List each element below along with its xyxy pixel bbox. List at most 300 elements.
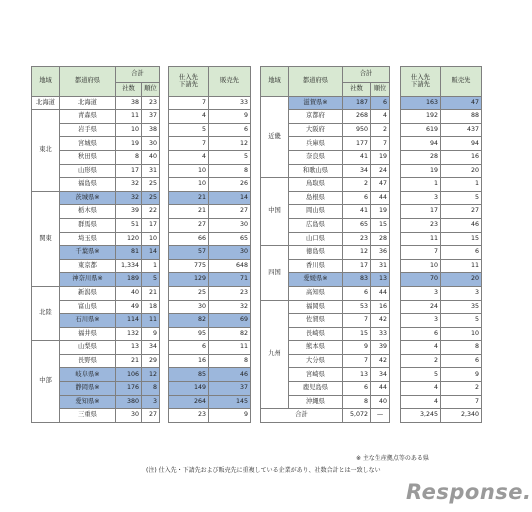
rank-cell: 24 [371,164,390,178]
sales-cell: 8 [209,354,251,368]
prefecture-cell: 佐賀県 [289,314,343,328]
supplier-cell: 30 [169,300,209,314]
table-row [32,191,251,205]
count-cell: 32 [116,191,142,205]
supplier-cell: 95 [169,327,209,341]
count-cell: 53 [343,300,371,314]
prefecture-cell: 山形県 [60,164,116,178]
rank-cell: 15 [371,218,390,232]
prefecture-cell: 神奈川県※ [60,273,116,287]
column-gap [390,137,401,151]
table-row [32,164,251,178]
column-gap [390,96,401,110]
count-cell: 83 [343,273,371,287]
rank-cell: 42 [371,314,390,328]
rank-cell: 39 [371,341,390,355]
column-gap [390,382,401,396]
prefecture-cell: 長野県 [60,354,116,368]
rank-cell: 40 [371,395,390,409]
sales-cell: 46 [441,218,482,232]
column-gap [390,164,401,178]
table-row [261,123,482,137]
prefecture-cell: 大阪府 [289,123,343,137]
table-row [32,123,251,137]
sales-cell: 8 [209,164,251,178]
supplier-cell: 24 [401,300,441,314]
sales-cell: 12 [209,137,251,151]
column-gap [160,218,169,232]
count-cell: 268 [343,110,371,124]
table-row [261,354,482,368]
column-gap [160,246,169,260]
sales-cell: 32 [209,300,251,314]
count-cell: 6 [343,286,371,300]
rank-cell: 9 [142,327,160,341]
prefecture-cell: 奈良県 [289,150,343,164]
prefecture-cell: 栃木県 [60,205,116,219]
table-row [32,232,251,246]
supplier-cell: 6 [169,341,209,355]
rank-cell: 2 [371,123,390,137]
header-region: 地域 [32,67,60,97]
region-cell: 関東 [32,191,60,286]
sales-cell: 65 [209,232,251,246]
rank-cell: 31 [142,164,160,178]
table-row [261,191,482,205]
count-cell: 17 [116,164,142,178]
count-cell: 7 [343,354,371,368]
count-cell: 21 [116,354,142,368]
prefecture-cell: 鹿児島県 [289,382,343,396]
table-row [32,110,251,124]
table-row [32,327,251,341]
supplier-cell: 19 [401,164,441,178]
prefecture-cell: 高知県 [289,286,343,300]
column-gap [390,150,401,164]
supplier-cell: 10 [169,178,209,192]
column-gap [390,232,401,246]
prefecture-cell: 大分県 [289,354,343,368]
table-row [32,341,251,355]
rank-cell: 17 [142,218,160,232]
prefecture-cell: 福島県 [60,178,116,192]
table-row [261,368,482,382]
count-cell: 81 [116,246,142,260]
header-rank: 順位 [371,83,390,97]
supplier-cell: 23 [169,409,209,423]
column-gap [390,110,401,124]
region-cell: 北海道 [32,96,60,110]
rank-cell: 34 [371,368,390,382]
header-total: 合計 [116,67,160,83]
table-row [32,382,251,396]
table-row [261,273,482,287]
count-cell: 32 [116,178,142,192]
prefecture-cell: 宮崎県 [289,368,343,382]
rank-cell: 23 [142,96,160,110]
supplier-cell: 264 [169,395,209,409]
table-row [261,382,482,396]
sales-cell: 145 [209,395,251,409]
table-row [261,164,482,178]
region-cell: 近畿 [261,96,289,178]
sales-cell: 7 [441,395,482,409]
prefecture-cell: 山梨県 [60,341,116,355]
rank-cell: 44 [371,191,390,205]
supplier-cell: 11 [401,232,441,246]
column-gap [390,368,401,382]
column-gap [160,273,169,287]
column-gap [160,137,169,151]
supplier-cell: 17 [401,205,441,219]
header-rank: 順位 [142,83,160,97]
rank-cell: 22 [142,205,160,219]
prefecture-cell: 和歌山県 [289,164,343,178]
table-row [32,137,251,151]
sales-cell: 5 [441,314,482,328]
supplier-cell: 21 [169,205,209,219]
rank-cell: 37 [142,110,160,124]
column-gap [390,123,401,137]
prefecture-cell: 山口県 [289,232,343,246]
table-row [32,314,251,328]
sales-cell: 30 [209,218,251,232]
rank-cell: 30 [142,137,160,151]
prefecture-cell: 青森県 [60,110,116,124]
region-cell: 四国 [261,246,289,300]
supplier-cell: 3 [401,286,441,300]
table-row [261,110,482,124]
sales-cell: 23 [209,286,251,300]
note-production-base: ※ 主な生産拠点等のある県 [356,455,429,462]
table-row [261,314,482,328]
column-gap [160,191,169,205]
supplier-cell: 4 [169,150,209,164]
rank-cell: 18 [142,300,160,314]
column-gap [390,395,401,409]
table-row [32,178,251,192]
count-cell: 6 [343,382,371,396]
column-gap [390,205,401,219]
count-cell: 114 [116,314,142,328]
table-row [32,286,251,300]
prefecture-cell: 滋賀県※ [289,96,343,110]
rank-cell: 38 [142,123,160,137]
table-row [32,300,251,314]
supplier-cell: 7 [401,246,441,260]
table-row [261,137,482,151]
column-gap [390,300,401,314]
count-cell: 9 [343,341,371,355]
rank-cell: 47 [371,178,390,192]
prefecture-cell: 兵庫県 [289,137,343,151]
sales-cell: 94 [441,137,482,151]
prefecture-cell: 茨城県※ [60,191,116,205]
count-cell: 19 [116,137,142,151]
count-cell: 17 [343,259,371,273]
response-logo: Response. [406,480,532,504]
count-cell: 176 [116,382,142,396]
total-sales-cell: 2,340 [441,409,482,423]
supplier-cell: 619 [401,123,441,137]
count-cell: 51 [116,218,142,232]
prefecture-cell: 島根県 [289,191,343,205]
sales-cell: 30 [209,246,251,260]
count-cell: 15 [343,327,371,341]
count-cell: 65 [343,218,371,232]
column-gap [390,67,401,97]
count-cell: 2 [343,178,371,192]
rank-cell: 11 [142,314,160,328]
column-gap [390,273,401,287]
region-cell: 中部 [32,341,60,423]
column-gap [160,259,169,273]
count-cell: 34 [343,164,371,178]
sales-cell: 9 [441,368,482,382]
prefecture-cell: 愛媛県※ [289,273,343,287]
column-gap [160,232,169,246]
sales-cell: 16 [441,150,482,164]
count-cell: 10 [116,123,142,137]
count-cell: 41 [343,150,371,164]
rank-cell: 44 [371,286,390,300]
right-prefecture-table [260,66,482,423]
prefecture-cell: 鳥取県 [289,178,343,192]
table-row [261,96,482,110]
rank-cell: 42 [371,354,390,368]
column-gap [160,382,169,396]
column-gap [390,246,401,260]
column-gap [160,341,169,355]
count-cell: 8 [116,150,142,164]
supplier-cell: 4 [169,110,209,124]
table-row [261,205,482,219]
column-gap [160,110,169,124]
count-cell: 177 [343,137,371,151]
table-row [32,218,251,232]
table-row [32,150,251,164]
total-count-cell: 5,072 [343,409,371,423]
supplier-cell: 5 [401,368,441,382]
rank-cell: 14 [142,246,160,260]
rank-cell: 25 [142,191,160,205]
count-cell: 132 [116,327,142,341]
table-row [32,395,251,409]
rank-cell: 6 [371,96,390,110]
sales-cell: 20 [441,273,482,287]
prefecture-cell: 広島県 [289,218,343,232]
column-gap [160,314,169,328]
rank-cell: 21 [142,286,160,300]
rank-cell: 25 [142,178,160,192]
table-row [32,354,251,368]
region-cell: 中国 [261,178,289,246]
rank-cell: 44 [371,382,390,396]
sales-cell: 37 [209,382,251,396]
table-row [32,205,251,219]
count-cell: 11 [116,110,142,124]
count-cell: 106 [116,368,142,382]
sales-cell: 5 [209,150,251,164]
table-row [32,96,251,110]
column-gap [160,368,169,382]
supplier-cell: 82 [169,314,209,328]
header-count: 社数 [116,83,142,97]
rank-cell: 7 [371,137,390,151]
count-cell: 187 [343,96,371,110]
rank-cell: 36 [371,246,390,260]
sales-cell: 69 [209,314,251,328]
table-row [261,341,482,355]
rank-cell: 16 [371,300,390,314]
sales-cell: 20 [441,164,482,178]
column-gap [160,67,169,97]
table-row [261,395,482,409]
supplier-cell: 4 [401,395,441,409]
sales-cell: 2 [441,382,482,396]
sales-cell: 15 [441,232,482,246]
prefecture-cell: 沖縄県 [289,395,343,409]
column-gap [160,327,169,341]
rank-cell: 1 [142,259,160,273]
right-table-body [261,96,482,422]
sales-cell: 47 [441,96,482,110]
count-cell: 40 [116,286,142,300]
table-row [261,259,482,273]
sales-cell: 6 [209,123,251,137]
rank-cell: 28 [371,232,390,246]
supplier-cell: 3 [401,191,441,205]
left-table-body [32,96,251,422]
prefecture-cell: 岩手県 [60,123,116,137]
prefecture-cell: 福井県 [60,327,116,341]
header-prefecture: 都道府県 [60,67,116,97]
supplier-cell: 1 [401,178,441,192]
count-cell: 13 [116,341,142,355]
supplier-cell: 4 [401,341,441,355]
column-gap [160,300,169,314]
prefecture-cell: 群馬県 [60,218,116,232]
header-total: 合計 [343,67,390,83]
prefecture-cell: 千葉県※ [60,246,116,260]
sales-cell: 26 [209,178,251,192]
supplier-cell: 10 [401,259,441,273]
table-row [261,327,482,341]
count-cell: 380 [116,395,142,409]
prefecture-cell: 福岡県 [289,300,343,314]
supplier-cell: 27 [169,218,209,232]
rank-cell: 19 [371,150,390,164]
header-sales: 販売先 [441,67,482,97]
sales-cell: 9 [209,409,251,423]
supplier-cell: 7 [169,137,209,151]
sales-cell: 27 [441,205,482,219]
supplier-cell: 70 [401,273,441,287]
region-cell: 北陸 [32,286,60,340]
column-gap [160,178,169,192]
sales-cell: 33 [209,96,251,110]
column-gap [390,286,401,300]
count-cell: 30 [116,409,142,423]
count-cell: 12 [343,246,371,260]
table-row [32,246,251,260]
sales-cell: 46 [209,368,251,382]
count-cell: 23 [343,232,371,246]
supplier-cell: 94 [401,137,441,151]
prefecture-cell: 宮城県 [60,137,116,151]
column-gap [390,341,401,355]
header-count: 社数 [343,83,371,97]
note-overlap-disclaimer: (注) 仕入先・下請先および販売先に重複している企業があり、社数合計とは一致しない [146,467,381,474]
column-gap [390,327,401,341]
prefecture-cell: 愛知県※ [60,395,116,409]
rank-cell: 5 [142,273,160,287]
column-gap [160,96,169,110]
count-cell: 49 [116,300,142,314]
table-row [261,178,482,192]
count-cell: 6 [343,191,371,205]
count-cell: 41 [343,205,371,219]
column-gap [390,259,401,273]
column-gap [390,178,401,192]
sales-cell: 648 [209,259,251,273]
count-cell: 120 [116,232,142,246]
supplier-cell: 5 [169,123,209,137]
column-gap [390,218,401,232]
supplier-cell: 25 [169,286,209,300]
rank-cell: 8 [142,382,160,396]
sales-cell: 11 [441,259,482,273]
prefecture-cell: 秋田県 [60,150,116,164]
prefecture-cell: 京都府 [289,110,343,124]
prefecture-cell: 熊本県 [289,341,343,355]
table-row [261,300,482,314]
column-gap [160,205,169,219]
supplier-cell: 775 [169,259,209,273]
prefecture-cell: 岡山県 [289,205,343,219]
rank-cell: 13 [371,273,390,287]
column-gap [390,409,401,423]
supplier-cell: 66 [169,232,209,246]
header-supplier: 仕入先 下請先 [401,67,441,97]
total-rank-cell: — [371,409,390,423]
sales-cell: 88 [441,110,482,124]
table-row [261,150,482,164]
header-supplier: 仕入先 下請先 [169,67,209,97]
table-row [261,218,482,232]
total-label-cell: 合計 [261,409,343,423]
count-cell: 189 [116,273,142,287]
header-prefecture: 都道府県 [289,67,343,97]
count-cell: 38 [116,96,142,110]
count-cell: 8 [343,395,371,409]
header-sales: 販売先 [209,67,251,97]
header-region: 地域 [261,67,289,97]
supplier-cell: 2 [401,354,441,368]
sales-cell: 11 [209,341,251,355]
supplier-cell: 7 [169,96,209,110]
column-gap [160,123,169,137]
prefecture-cell: 徳島県 [289,246,343,260]
supplier-cell: 6 [401,327,441,341]
prefecture-cell: 富山県 [60,300,116,314]
supplier-cell: 85 [169,368,209,382]
column-gap [160,395,169,409]
prefecture-cell: 静岡県※ [60,382,116,396]
column-gap [390,191,401,205]
rank-cell: 27 [142,409,160,423]
sales-cell: 82 [209,327,251,341]
